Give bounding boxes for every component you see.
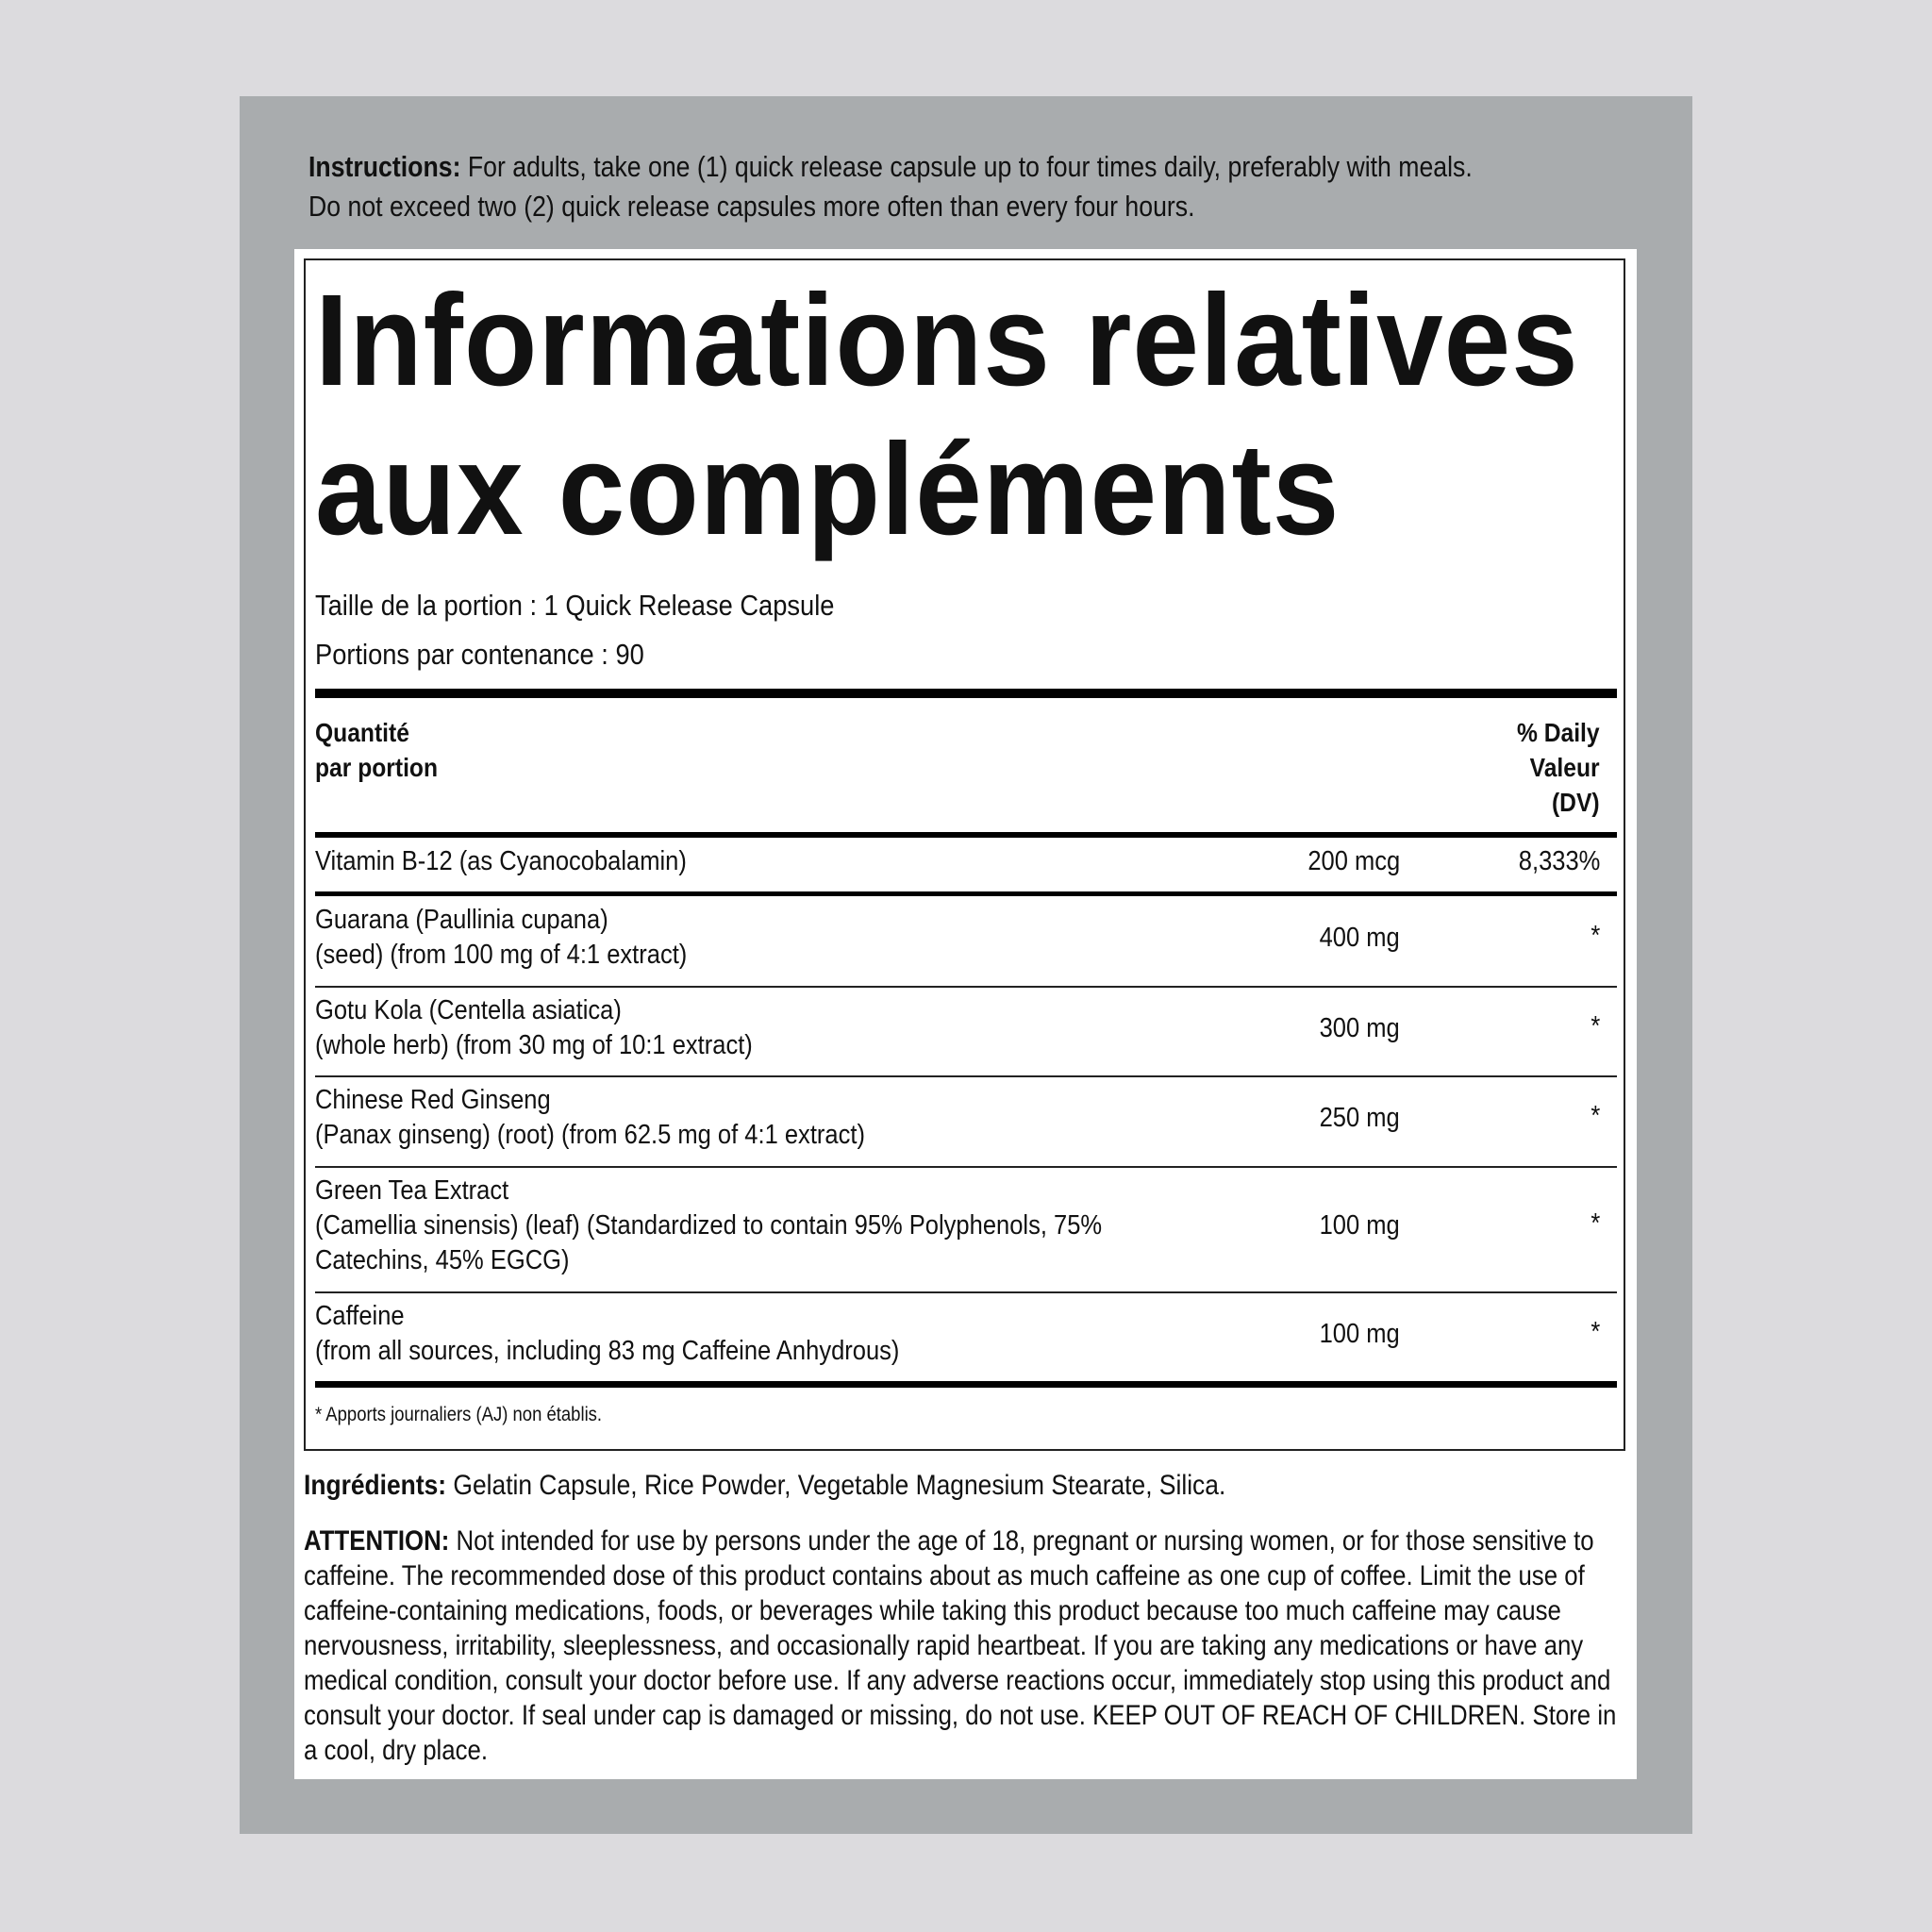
header-left-line-1: Quantité — [315, 718, 409, 747]
row-divider — [315, 1291, 1617, 1293]
instructions-text-1: For adults, take one (1) quick release capsule up to four times daily, preferably with meals. — [467, 150, 1473, 183]
nutrient-amount: 200 mcg — [1307, 846, 1400, 876]
nutrient-name-line: Caffeine — [315, 1301, 405, 1331]
header-right-line-2: Valeur — [1530, 753, 1600, 782]
facts-title-line-1: Informations relatives — [315, 268, 1579, 413]
nutrient-name — [315, 993, 753, 1063]
serving-size: Taille de la portion : 1 Quick Release Capsule — [315, 589, 835, 622]
header-right-line-1: % Daily — [1517, 718, 1600, 747]
attention-warning — [304, 1524, 1618, 1768]
nutrient-daily-value: * — [1591, 921, 1600, 951]
instructions-line-1 — [308, 147, 1485, 187]
nutrient-amount: 250 mg — [1319, 1103, 1400, 1133]
row-divider — [315, 1075, 1617, 1077]
ingredients-text: Gelatin Capsule, Rice Powder, Vegetable Magnesium Stearate, Silica. — [453, 1470, 1226, 1501]
nutrient-daily-value: * — [1591, 1317, 1600, 1347]
nutrient-daily-value: * — [1591, 1101, 1600, 1131]
thick-divider-top — [315, 689, 1617, 698]
attention-label: ATTENTION: — [304, 1525, 450, 1557]
nutrient-daily-value: * — [1591, 1208, 1600, 1239]
nutrient-name-line: Gotu Kola (Centella asiatica) — [315, 995, 622, 1025]
daily-value-footnote: * Apports journaliers (AJ) non établis. — [315, 1404, 603, 1425]
thick-divider-vitamin — [315, 891, 1617, 896]
instructions-label: Instructions: — [308, 150, 461, 183]
nutrient-name — [315, 844, 687, 879]
nutrient-name-line: (seed) (from 100 mg of 4:1 extract) — [315, 940, 688, 970]
row-divider — [315, 986, 1617, 988]
daily-value-header — [1517, 715, 1600, 820]
nutrient-amount: 100 mg — [1319, 1210, 1400, 1241]
header-left-line-2: par portion — [315, 753, 439, 782]
nutrient-daily-value: * — [1591, 1011, 1600, 1041]
nutrient-name-line: Chinese Red Ginseng — [315, 1085, 551, 1115]
nutrient-amount: 100 mg — [1319, 1319, 1400, 1349]
nutrient-name — [315, 1299, 899, 1369]
nutrient-name-line: (Panax ginseng) (root) (from 62.5 mg of 4:1 extract) — [315, 1120, 865, 1150]
nutrient-name-line: Guarana (Paullinia cupana) — [315, 905, 608, 935]
nutrient-name-line: (whole herb) (from 30 mg of 10:1 extract) — [315, 1030, 753, 1060]
nutrient-daily-value: 8,333% — [1518, 846, 1600, 876]
nutrient-name-line: Catechins, 45% EGCG) — [315, 1245, 570, 1275]
nutrient-name-line: Green Tea Extract — [315, 1175, 509, 1206]
nutrient-name-line: (from all sources, including 83 mg Caffeine Anhydrous) — [315, 1336, 900, 1366]
attention-text: Not intended for use by persons under the age of 18, pregnant or nursing women, or for those sensitive to caffeine. The recommended dose of this product contains about as much caffeine as one cup of coffee. Limit the use of caffeine-containing medications, foods, or beverages while taking this product because too much caffeine may cause nervousness, irritability, sleeplessness, and occasionally rapid heartbeat. If you are taking any medications or have any medical condition, consult your doctor before use. If any adverse reactions occur, immediately stop using this product and consult your doctor. If seal under cap is damaged or missing, do not use. KEEP OUT OF REACH OF CHILDREN. Store in a cool, dry place. — [304, 1525, 1617, 1766]
ingredients-label: Ingrédients: — [304, 1470, 447, 1501]
nutrient-name-line: Vitamin B-12 (as Cyanocobalamin) — [315, 846, 687, 876]
header-right-line-3: (DV) — [1552, 788, 1600, 817]
nutrient-amount: 300 mg — [1319, 1013, 1400, 1043]
thick-divider-bottom — [315, 1381, 1617, 1388]
servings-per-container: Portions par contenance : 90 — [315, 638, 644, 671]
nutrient-name — [315, 903, 687, 973]
row-divider — [315, 1166, 1617, 1168]
nutrient-name — [315, 1083, 865, 1153]
ingredients — [304, 1470, 1225, 1502]
instructions — [308, 147, 1485, 226]
nutrient-amount: 400 mg — [1319, 923, 1400, 953]
facts-title-line-2: aux compléments — [315, 417, 1341, 562]
nutrient-name — [315, 1174, 1102, 1278]
instructions-line-2: Do not exceed two (2) quick release capsules more often than every four hours. — [308, 190, 1195, 223]
nutrient-name-line: (Camellia sinensis) (leaf) (Standardized to contain 95% Polyphenols, 75% — [315, 1210, 1103, 1241]
amount-per-serving-header — [315, 715, 438, 785]
facts-title — [315, 266, 1579, 564]
thick-divider-header — [315, 832, 1617, 838]
